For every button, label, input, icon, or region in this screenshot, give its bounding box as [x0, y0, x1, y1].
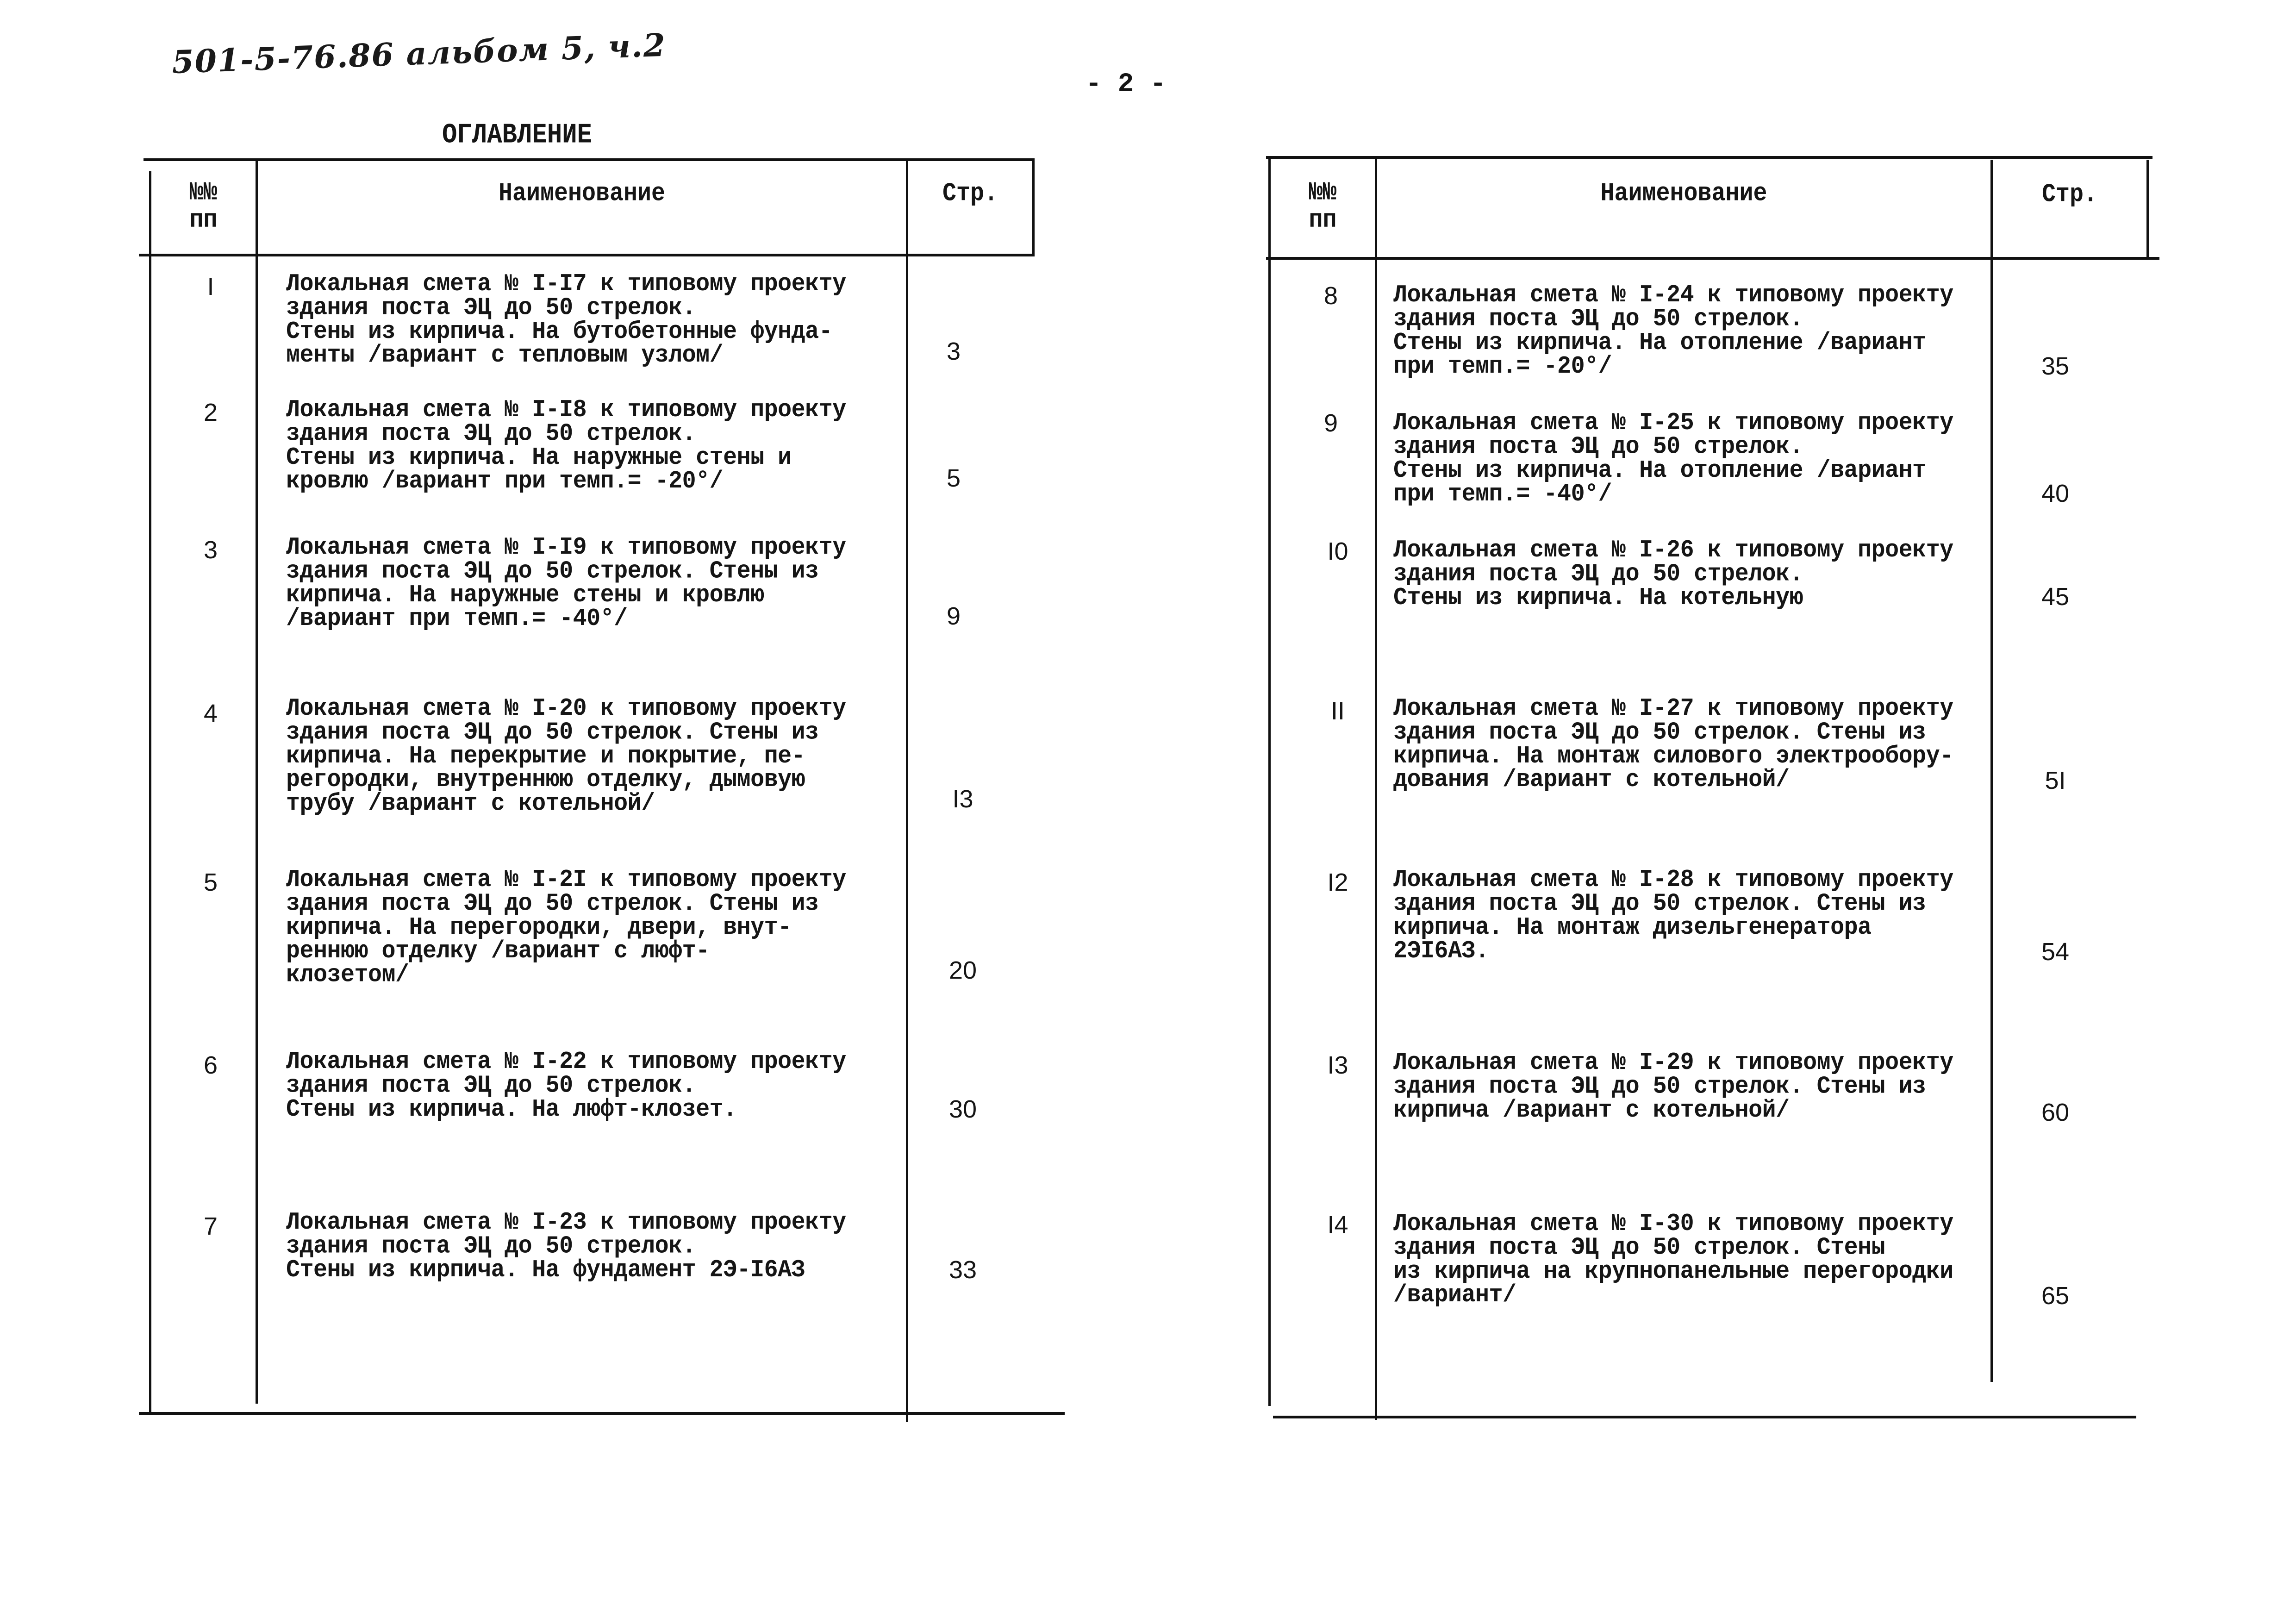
right-table-header-rule: [1266, 257, 2159, 260]
row-page: 30: [948, 1095, 977, 1123]
row-number: 6: [203, 1051, 218, 1079]
row-page: 45: [2041, 583, 2070, 611]
row-page: 5: [946, 464, 961, 492]
page-number: - 2 -: [1086, 69, 1167, 100]
row-title: Локальная смета № I-I7 к типовому проекту здания поста ЭЦ до 50 стрелок. Стены из кирпича. На бутобетонные фунда- менты /вариант с тепловым узлом/: [286, 270, 846, 369]
row-page: 54: [2041, 938, 2070, 966]
row-page: 20: [948, 956, 977, 984]
row-number: I0: [1327, 537, 1348, 565]
row-number: 7: [203, 1212, 218, 1240]
row-page: 3: [946, 337, 961, 365]
right-table-col-rule: [2146, 160, 2149, 259]
row-number: II: [1330, 697, 1345, 725]
left-table-top-rule: [144, 158, 1035, 161]
left-table-col-rule: [256, 158, 258, 1404]
row-number: I3: [1327, 1051, 1348, 1079]
row-title: Локальная смета № I-23 к типовому проекту здания поста ЭЦ до 50 стрелок. Стены из кирпича. На фундамент 2Э-I6АЗ: [286, 1208, 846, 1284]
row-number: I2: [1327, 868, 1348, 896]
row-page: 35: [2041, 352, 2070, 380]
right-table-col-rule: [1375, 156, 1377, 1420]
right-table-bottom-rule: [1273, 1416, 2136, 1418]
page-title: ОГЛАВЛЕНИЕ: [442, 119, 593, 151]
row-page: 65: [2041, 1282, 2070, 1310]
left-col-header-page: Стр.: [942, 179, 998, 209]
row-page: 33: [948, 1256, 977, 1284]
row-number: 8: [1323, 282, 1338, 310]
row-number: I4: [1327, 1211, 1348, 1239]
row-title: Локальная смета № I-24 к типовому проекту здания поста ЭЦ до 50 стрелок. Стены из кирпича. На отопление /вариант при темп.= -20°/: [1393, 281, 1953, 381]
row-title: Локальная смета № I-26 к типовому проекту здания поста ЭЦ до 50 стрелок. Стены из кирпича. На котельную: [1393, 536, 1953, 612]
row-page: I3: [952, 785, 973, 813]
left-col-header-number: №№ пп: [189, 178, 218, 235]
row-page: 9: [946, 602, 961, 630]
left-table-col-rule: [149, 171, 151, 1412]
row-number: 2: [203, 399, 218, 426]
left-col-header-name: Наименование: [498, 179, 666, 209]
row-page: 60: [2041, 1099, 2070, 1126]
row-number: 3: [203, 536, 218, 564]
row-number: 5: [203, 868, 218, 896]
album-code-handwritten: 501-5-76.86 альбом 5, ч.2: [171, 26, 667, 81]
row-number: 9: [1323, 409, 1338, 437]
row-title: Локальная смета № I-2I к типовому проекту здания поста ЭЦ до 50 стрелок. Стены из кирпича. На перегородки, двери, внут- реннюю отделку /вариант с люфт- клозетом/: [286, 866, 846, 989]
right-col-header-number: №№ пп: [1309, 178, 1337, 235]
row-title: Локальная смета № I-28 к типовому проекту здания поста ЭЦ до 50 стрелок. Стены из кирпича. На монтаж дизельгенератора 2ЭI6АЗ.: [1393, 866, 1953, 965]
right-col-header-page: Стр.: [2041, 180, 2098, 210]
row-title: Локальная смета № I-22 к типовому проекту здания поста ЭЦ до 50 стрелок. Стены из кирпича. На люфт-клозет.: [286, 1048, 846, 1124]
row-number: 4: [203, 700, 218, 727]
right-table-top-rule: [1266, 156, 2152, 159]
left-table-header-rule: [139, 254, 1035, 256]
left-table-bottom-rule: [139, 1412, 1065, 1415]
left-table-col-rule: [1032, 158, 1035, 256]
row-title: Локальная смета № I-25 к типовому проекту здания поста ЭЦ до 50 стрелок. Стены из кирпича. На отопление /вариант при темп.= -40°/: [1393, 409, 1953, 508]
row-title: Локальная смета № I-20 к типовому проекту здания поста ЭЦ до 50 стрелок. Стены из кирпича. На перекрытие и покрытие, пе- регородки, внутреннюю отделку, дымовую трубу /вариант с котельной/: [286, 694, 846, 818]
row-title: Локальная смета № I-29 к типовому проекту здания поста ЭЦ до 50 стрелок. Стены из кирпича /вариант с котельной/: [1393, 1049, 1953, 1124]
row-title: Локальная смета № I-I9 к типовому проекту здания поста ЭЦ до 50 стрелок. Стены из кирпича. На наружные стены и кровлю /вариант при темп.= -40°/: [286, 533, 846, 633]
row-page: 5I: [2045, 767, 2066, 794]
row-title: Локальная смета № I-30 к типовому проекту здания поста ЭЦ до 50 стрелок. Стены из кирпича на крупнопанельные перегородки /вариант/: [1393, 1210, 1953, 1309]
row-title: Локальная смета № I-27 к типовому проекту здания поста ЭЦ до 50 стрелок. Стены из кирпича. На монтаж силового электрообору- дования /вариант с котельной/: [1393, 694, 1953, 794]
right-table-col-rule: [1268, 156, 1271, 1406]
row-title: Локальная смета № I-I8 к типовому проекту здания поста ЭЦ до 50 стрелок. Стены из кирпича. На наружные стены и кровлю /вариант при темп.= -20°/: [286, 396, 846, 495]
row-number: I: [207, 273, 214, 300]
right-col-header-name: Наименование: [1600, 179, 1767, 209]
row-page: 40: [2041, 480, 2070, 507]
